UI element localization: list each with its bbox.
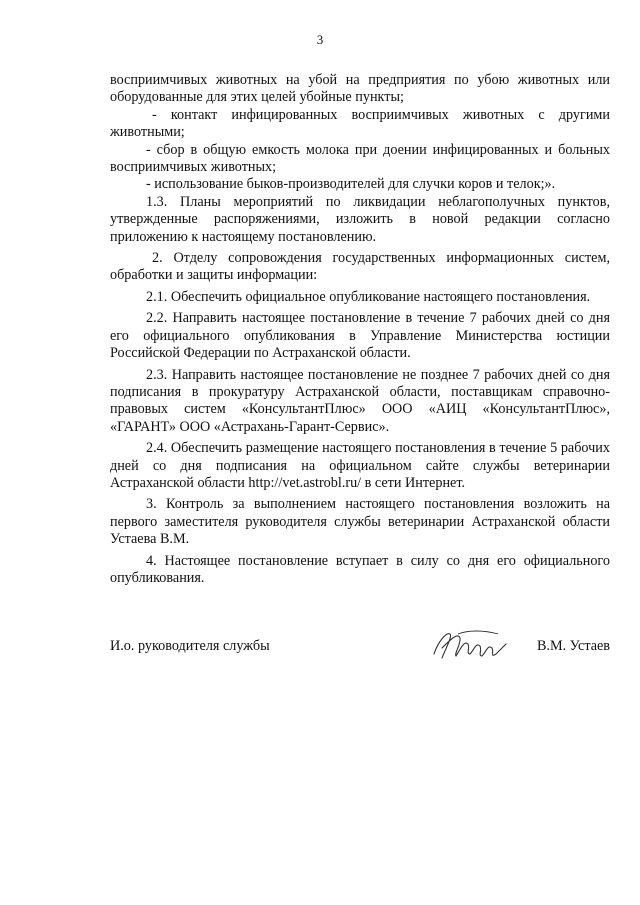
paragraph: - контакт инфицированных восприимчивых животных с другими животными; xyxy=(110,106,610,141)
paragraph: 2.3. Направить настоящее постановление не позднее 7 рабочих дней со дня подписания в прокуратуру Астраханской области, поставщикам справочно-правовых систем «КонсультантПлюс» ООО «АИЦ «КонсультантПлюс», «ГАРАНТ» ООО «Астрахань-Гарант-Сервис». xyxy=(110,366,610,435)
paragraph: 4. Настоящее постановление вступает в силу со дня его официального опубликования. xyxy=(110,552,610,586)
signature-block xyxy=(110,630,610,670)
paragraph: 2.1. Обеспечить официальное опубликование настоящего постановления. xyxy=(146,288,591,305)
paragraph: - использование быков-производителей для случки коров и телок;». xyxy=(146,176,556,193)
paragraph: 2.4. Обеспечить размещение настоящего постановления в течение 5 рабочих дней со дня подписания на официальном сайте службы ветеринарии Астраханской области http://vet.astrobl.ru/ в сети Интернет. xyxy=(110,440,610,491)
page-number: 3 xyxy=(316,32,324,47)
paragraph: 2.2. Направить настоящее постановление в течение 7 рабочих дней со дня его официального опубликования в Управление Министерства юстиции Российской Федерации по Астраханской области. xyxy=(110,310,610,362)
paragraph: 2. Отделу сопровождения государственных информационных систем, обработки и защиты информации: xyxy=(110,250,610,284)
paragraph: восприимчивых животных на убой на предприятия по убою животных или оборудованные для этих целей убойные пункты; xyxy=(110,72,610,106)
paragraph: 3. Контроль за выполнением настоящего постановления возложить на первого заместителя руководителя службы ветеринарии Астраханской области Устаева В.М. xyxy=(110,496,610,548)
handwritten-signature xyxy=(428,624,508,668)
signer-position: И.о. руководителя службы xyxy=(110,638,270,654)
paragraph: - сбор в общую емкость молока при доении инфицированных и больных восприимчивых животных; xyxy=(110,141,610,176)
paragraph: 1.3. Планы мероприятий по ликвидации неблагополучных пунктов, утвержденные распоряжениями, изложить в новой редакции согласно приложению к настоящему постановлению. xyxy=(110,193,610,245)
document-body xyxy=(110,72,610,587)
signer-name: В.М. Устаев xyxy=(536,638,610,654)
